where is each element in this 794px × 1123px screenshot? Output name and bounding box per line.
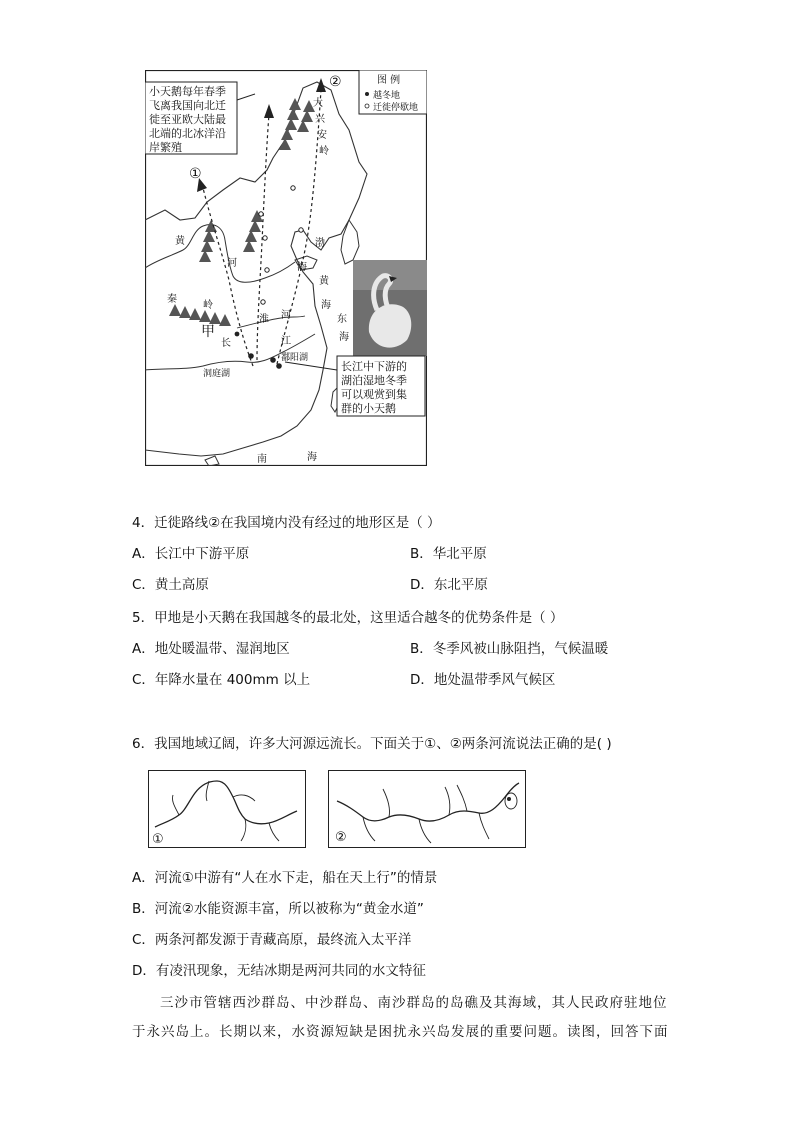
callout-bottom-line: 湖泊湿地冬季 [341, 374, 407, 387]
q5-stem: 5．甲地是小天鹅在我国越冬的最北处，这里适合越冬的优势条件是（ ） [132, 610, 564, 626]
label-bo: 渤 [315, 238, 325, 249]
legend-item-stopover: 迁徙停歇地 [373, 103, 419, 113]
label-hai: 海 [297, 262, 307, 273]
label-jia: 甲 [201, 324, 215, 340]
label-he2: 河 [281, 310, 291, 321]
callout-top-line: 北端的北冰洋沿 [149, 127, 226, 140]
q4-option-b[interactable]: B．华北平原 [410, 546, 487, 562]
river-2-map [329, 771, 525, 847]
label-huang: 黄 [175, 236, 185, 247]
route-2-label: ② [329, 74, 342, 90]
q4-option-c[interactable]: C．黄土高原 [132, 577, 209, 593]
q6-option-b[interactable]: B．河流②水能资源丰富，所以被称为“黄金水道” [132, 901, 424, 917]
river-2-figure [328, 770, 526, 848]
label-huang2: 黄 [319, 276, 329, 287]
callout-top-line: 徙至亚欧大陆最 [149, 113, 226, 126]
passage-line-1: 三沙市管辖西沙群岛、中沙群岛、南沙群岛的岛礁及其海域，其人民政府驻地位 [160, 995, 668, 1011]
q6-option-c[interactable]: C．两条河都发源于青藏高原，最终流入太平洋 [132, 932, 412, 948]
q5-option-c[interactable]: C．年降水量在 400mm 以上 [132, 672, 311, 688]
label-chang: 长 [221, 338, 231, 349]
river-1-label: ① [152, 832, 164, 847]
label-poyang: 鄱阳湖 [281, 353, 309, 363]
legend-item-wintering: 越冬地 [373, 91, 401, 101]
river-1-map [149, 771, 305, 847]
label-daxinganling: 安 [317, 130, 327, 141]
label-hai4: 海 [307, 452, 317, 463]
q4-option-a[interactable]: A．长江中下游平原 [132, 546, 250, 562]
route-1-label: ① [189, 166, 202, 182]
callout-top-line: 小天鹅每年春季 [149, 85, 226, 98]
label-he: 河 [227, 258, 237, 269]
q5-option-b[interactable]: B．冬季风被山脉阻挡，气候温暖 [410, 641, 609, 657]
callout-bottom-line: 群的小天鹅 [341, 402, 396, 415]
label-hai3: 海 [339, 332, 349, 343]
q5-option-d[interactable]: D．地处温带季风气候区 [410, 672, 556, 688]
label-hai2: 海 [321, 300, 331, 311]
q4-option-d[interactable]: D．东北平原 [410, 577, 488, 593]
q4-stem: 4．迁徙路线②在我国境内没有经过的地形区是（ ） [132, 515, 441, 531]
label-daxinganling: 岭 [319, 146, 329, 157]
swan-migration-map [145, 70, 427, 466]
q6-option-a[interactable]: A．河流①中游有“人在水下走，船在天上行”的情景 [132, 870, 438, 886]
q6-stem: 6．我国地域辽阔，许多大河源远流长。下面关于①、②两条河流说法正确的是( ) [132, 736, 612, 752]
callout-bottom-line: 可以观赏到集 [341, 388, 407, 401]
label-daxinganling: 大 [313, 98, 323, 109]
label-qinling: 秦 [167, 294, 177, 305]
label-qinling: 岭 [203, 300, 213, 311]
q5-option-a[interactable]: A．地处暖温带、湿润地区 [132, 641, 290, 657]
callout-top-line: 岸繁殖 [149, 141, 182, 154]
callout-top-line: 飞离我国向北迁 [149, 99, 226, 112]
label-dongting: 洞庭湖 [203, 369, 231, 379]
label-daxinganling: 兴 [315, 114, 325, 125]
passage-line-2: 于永兴岛上。长期以来，水资源短缺是困扰永兴岛发展的重要问题。读图，回答下面 [132, 1024, 669, 1040]
label-nan: 南 [257, 454, 267, 465]
label-jiang: 江 [281, 336, 291, 347]
river-2-label: ② [335, 830, 347, 845]
legend-title: 图 例 [377, 75, 401, 86]
label-dong: 东 [337, 314, 347, 325]
q6-option-d[interactable]: D．有凌汛现象，无结冰期是两河共同的水文特征 [132, 963, 426, 979]
swan-photo [353, 260, 427, 356]
callout-bottom-line: 长江中下游的 [341, 360, 407, 373]
label-huai: 淮 [259, 314, 269, 325]
river-1-figure [148, 770, 306, 848]
